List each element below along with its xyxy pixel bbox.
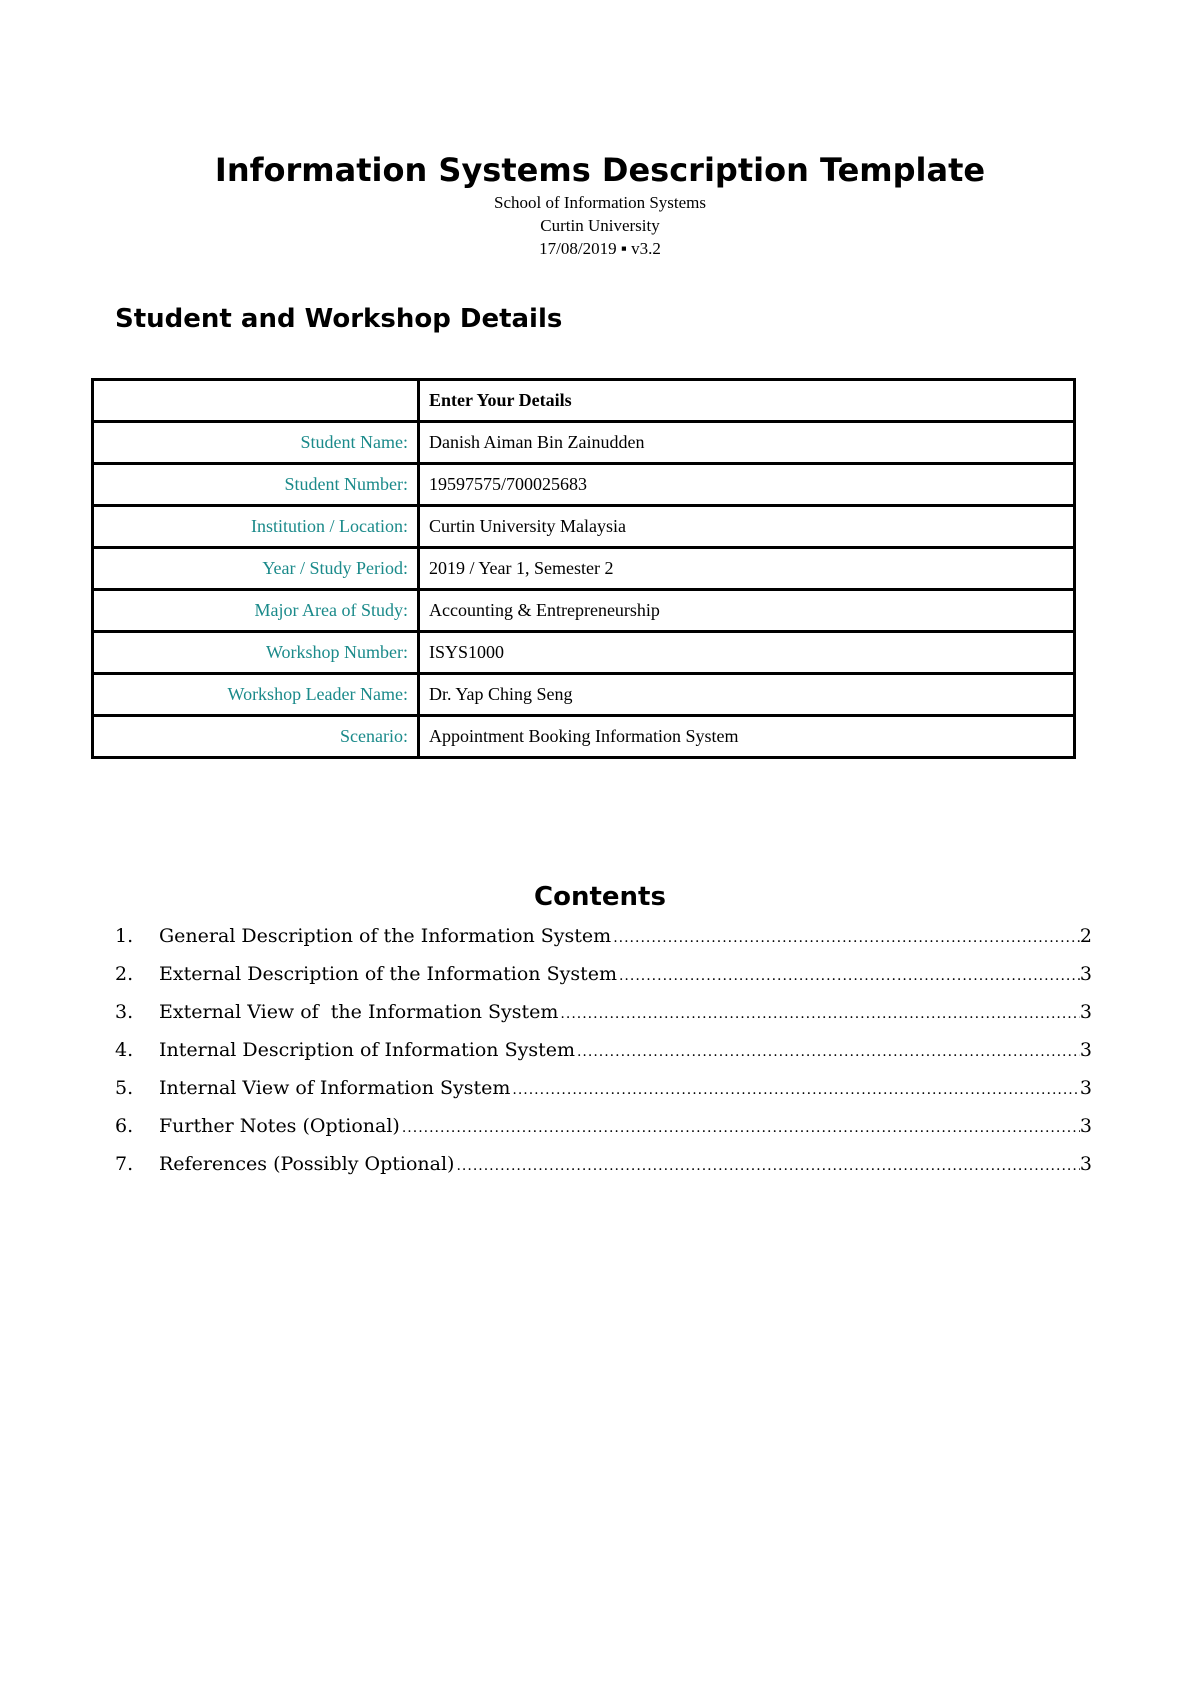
workshop-number-value[interactable]: ISYS1000 (419, 632, 1075, 674)
scenario-label: Scenario: (93, 716, 419, 758)
toc-page-number: 3 (1079, 1077, 1092, 1099)
student-name-value[interactable]: Danish Aiman Bin Zainudden (419, 422, 1075, 464)
toc-page-number: 3 (1079, 1115, 1092, 1137)
table-row (93, 590, 1075, 632)
workshop-number-label: Workshop Number: (93, 632, 419, 674)
student-number-label: Student Number: (93, 464, 419, 506)
empty-header-cell (93, 380, 419, 422)
table-row (93, 422, 1075, 464)
toc-dot-leader (558, 995, 1079, 1033)
toc-dot-leader (611, 919, 1080, 957)
toc-number: 5. (115, 1077, 134, 1099)
workshop-leader-value[interactable]: Dr. Yap Ching Seng (419, 674, 1075, 716)
toc-entry[interactable] (115, 955, 1092, 993)
details-section-heading: Student and Workshop Details (115, 304, 563, 334)
toc-dot-leader (575, 1033, 1080, 1071)
toc-number: 6. (115, 1115, 134, 1137)
toc-dot-leader (400, 1109, 1080, 1147)
student-name-label: Student Name: (93, 422, 419, 464)
table-row (93, 674, 1075, 716)
table-of-contents (115, 917, 1092, 1183)
toc-number: 1. (115, 925, 134, 947)
table-header-row (93, 380, 1075, 422)
toc-title[interactable]: References (Possibly Optional) (159, 1153, 455, 1175)
major-area-value[interactable]: Accounting & Entrepreneurship (419, 590, 1075, 632)
workshop-leader-label: Workshop Leader Name: (93, 674, 419, 716)
toc-page-number: 3 (1079, 1001, 1092, 1023)
details-table (91, 378, 1076, 759)
institution-label: Institution / Location: (93, 506, 419, 548)
table-row (93, 716, 1075, 758)
table-row (93, 632, 1075, 674)
study-period-value[interactable]: 2019 / Year 1, Semester 2 (419, 548, 1075, 590)
toc-title[interactable]: General Description of the Information System (159, 925, 612, 947)
column-header: Enter Your Details (419, 380, 1075, 422)
toc-entry[interactable] (115, 993, 1092, 1031)
toc-page-number: 3 (1079, 963, 1092, 985)
toc-number: 4. (115, 1039, 134, 1061)
date-version: 17/08/2019 ▪ v3.2 (539, 239, 661, 258)
table-row (93, 464, 1075, 506)
toc-number: 3. (115, 1001, 134, 1023)
toc-title[interactable]: Internal View of Information System (159, 1077, 511, 1099)
document-title: Information Systems Description Template (214, 151, 986, 189)
toc-page-number: 3 (1079, 1153, 1092, 1175)
toc-number: 7. (115, 1153, 134, 1175)
scenario-value[interactable]: Appointment Booking Information System (419, 716, 1075, 758)
toc-dot-leader (510, 1071, 1080, 1109)
toc-number: 2. (115, 963, 134, 985)
study-period-label: Year / Study Period: (93, 548, 419, 590)
toc-entry[interactable] (115, 1069, 1092, 1107)
toc-dot-leader (617, 957, 1080, 995)
toc-entry[interactable] (115, 1031, 1092, 1069)
toc-entry[interactable] (115, 917, 1092, 955)
university-name: Curtin University (540, 216, 660, 235)
toc-page-number: 2 (1079, 925, 1092, 947)
institution-value[interactable]: Curtin University Malaysia (419, 506, 1075, 548)
table-row (93, 548, 1075, 590)
major-area-label: Major Area of Study: (93, 590, 419, 632)
toc-entry[interactable] (115, 1107, 1092, 1145)
toc-title[interactable]: External View of the Information System (159, 1001, 559, 1023)
student-number-value[interactable]: 19597575/700025683 (419, 464, 1075, 506)
table-row (93, 506, 1075, 548)
contents-heading: Contents (534, 882, 666, 912)
toc-title[interactable]: Further Notes (Optional) (159, 1115, 400, 1137)
school-name: School of Information Systems (493, 193, 706, 212)
toc-page-number: 3 (1079, 1039, 1092, 1061)
toc-title[interactable]: Internal Description of Information System (159, 1039, 575, 1061)
toc-title[interactable]: External Description of the Information System (159, 963, 617, 985)
toc-dot-leader (454, 1147, 1079, 1185)
toc-entry[interactable] (115, 1145, 1092, 1183)
